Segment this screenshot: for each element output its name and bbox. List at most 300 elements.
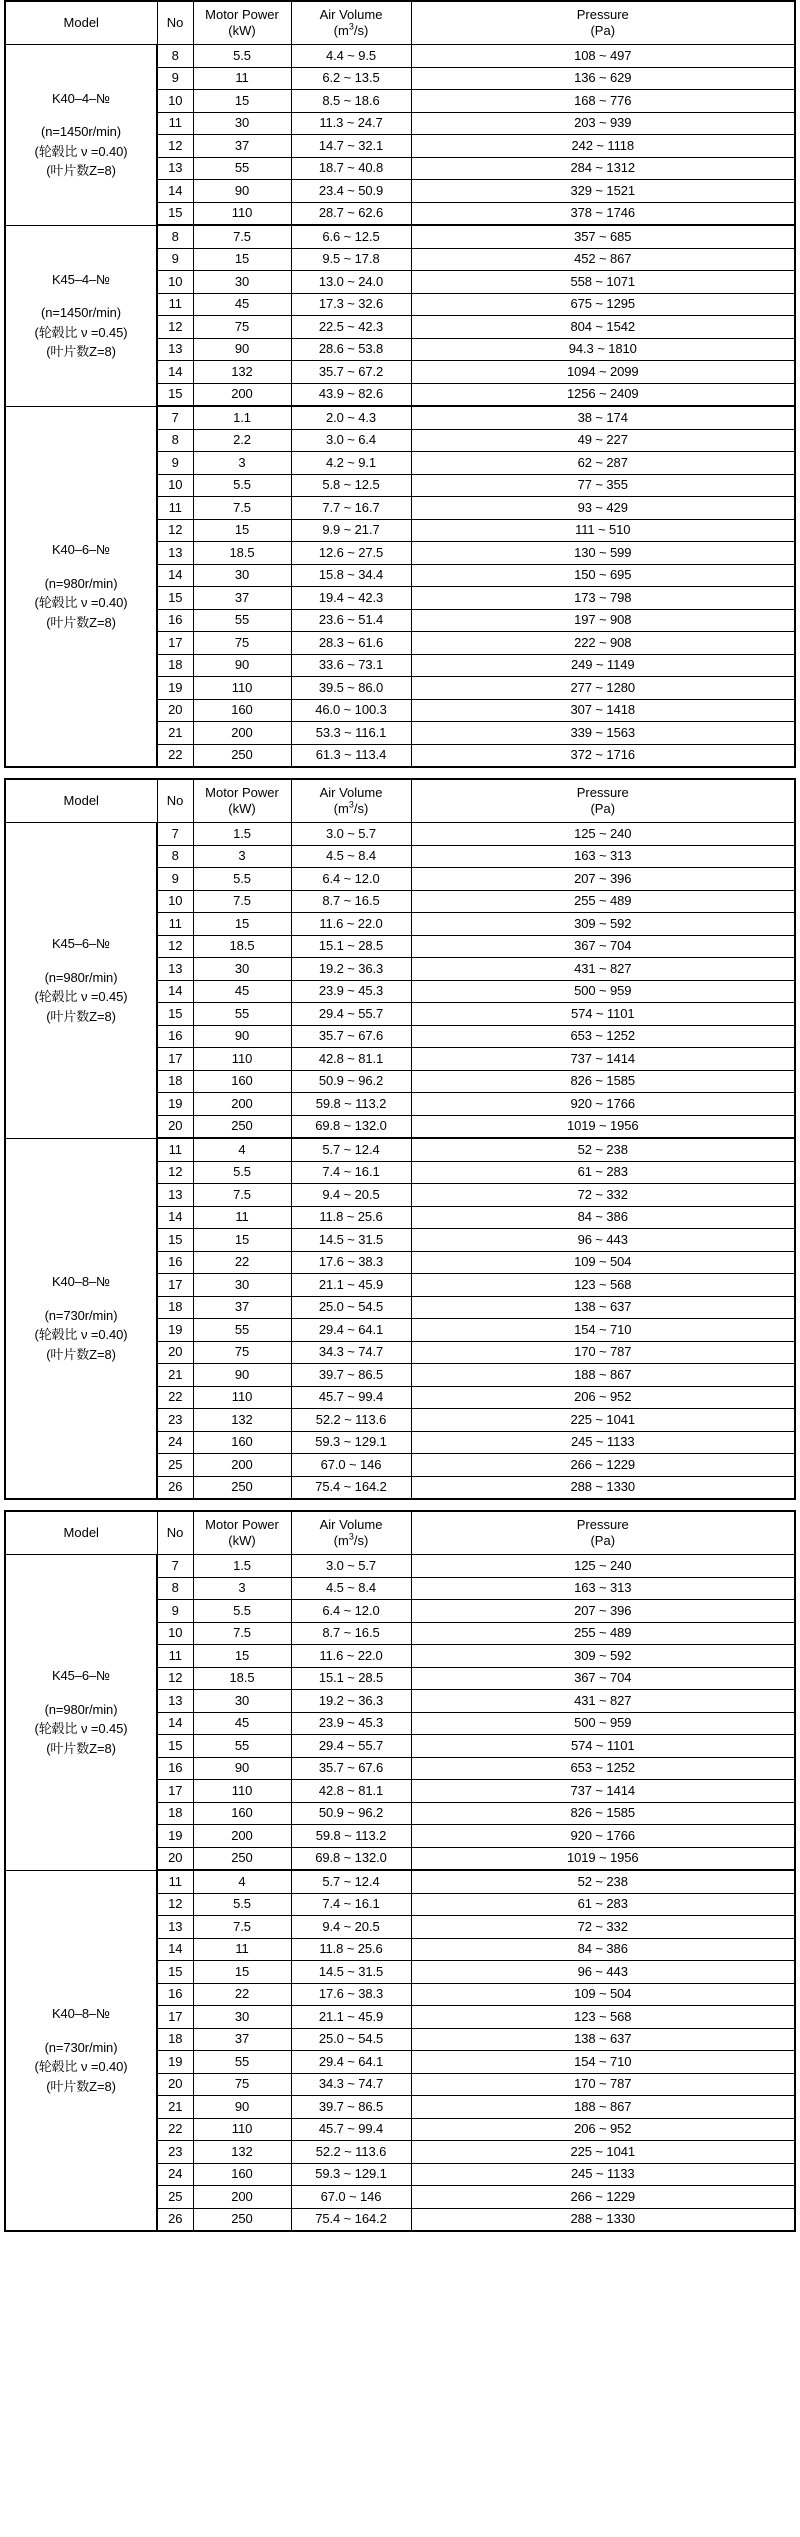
cell-no: 18 [157,1296,193,1319]
cell-motor-power: 4 [193,1870,291,1893]
cell-air-volume: 25.0 ~ 54.5 [291,2028,411,2051]
cell-air-volume: 17.6 ~ 38.3 [291,1983,411,2006]
model-spec-line: (n=1450r/min) [41,305,121,320]
cell-air-volume: 35.7 ~ 67.2 [291,361,411,384]
cell-no: 20 [157,699,193,722]
cell-air-volume: 17.3 ~ 32.6 [291,293,411,316]
cell-air-volume: 23.9 ~ 45.3 [291,1712,411,1735]
model-name: K45–6–№ [51,1668,111,1684]
cell-motor-power: 1.5 [193,823,291,846]
cell-air-volume: 14.5 ~ 31.5 [291,1229,411,1252]
cell-motor-power: 3 [193,845,291,868]
cell-no: 8 [157,429,193,452]
model-spec-line: (n=1450r/min) [41,124,121,140]
column-header-motor-power [193,779,291,823]
cell-motor-power: 5.5 [193,868,291,891]
cell-motor-power: 200 [193,1093,291,1116]
cell-no: 16 [157,1251,193,1274]
air-volume-label: Air Volume [319,785,383,801]
cell-air-volume: 12.6 ~ 27.5 [291,542,411,565]
cell-pressure: 163 ~ 313 [411,1577,795,1600]
cell-air-volume: 4.2 ~ 9.1 [291,452,411,475]
cell-air-volume: 46.0 ~ 100.3 [291,699,411,722]
cell-air-volume: 9.4 ~ 20.5 [291,1916,411,1939]
cell-no: 12 [157,1161,193,1184]
cell-no: 10 [157,890,193,913]
table-header-row [5,779,795,823]
cell-pressure: 574 ~ 1101 [411,1735,795,1758]
cell-pressure: 62 ~ 287 [411,452,795,475]
cell-air-volume: 39.7 ~ 86.5 [291,2096,411,2119]
cell-pressure: 61 ~ 283 [411,1161,795,1184]
cell-air-volume: 15.1 ~ 28.5 [291,1667,411,1690]
cell-no: 13 [157,958,193,981]
cell-no: 25 [157,1454,193,1477]
cell-no: 15 [157,1961,193,1984]
cell-motor-power: 22 [193,1251,291,1274]
cell-no: 13 [157,338,193,361]
cell-no: 8 [157,45,193,68]
cell-air-volume: 8.7 ~ 16.5 [291,890,411,913]
cell-pressure: 266 ~ 1229 [411,2186,795,2209]
model-name: K40–4–№ [51,90,111,106]
cell-no: 13 [157,1690,193,1713]
cell-pressure: 329 ~ 1521 [411,180,795,203]
cell-air-volume: 19.2 ~ 36.3 [291,958,411,981]
cell-motor-power: 90 [193,1364,291,1387]
cell-motor-power: 15 [193,1645,291,1668]
model-cell [5,823,157,1139]
model-spec-line: (叶片数Z=8) [46,1346,116,1362]
cell-pressure: 1019 ~ 1956 [411,1115,795,1138]
cell-motor-power: 160 [193,2163,291,2186]
model-spec-line: (n=730r/min) [44,1307,118,1323]
cell-pressure: 96 ~ 443 [411,1229,795,1252]
cell-no: 8 [157,1577,193,1600]
cell-pressure: 245 ~ 1133 [411,2163,795,2186]
cell-pressure: 225 ~ 1041 [411,1409,795,1432]
cell-no: 7 [157,1555,193,1578]
cell-pressure: 804 ~ 1542 [411,316,795,339]
model-spec-line: (轮毂比 ν =0.40) [34,1327,128,1343]
cell-no: 10 [157,474,193,497]
cell-air-volume: 59.8 ~ 113.2 [291,1093,411,1116]
cell-motor-power: 45 [193,1712,291,1735]
model-cell [5,225,157,406]
cell-no: 17 [157,1274,193,1297]
cell-motor-power: 15 [193,1229,291,1252]
model-cell [5,1870,157,2231]
model-cell [5,1555,157,1871]
cell-air-volume: 5.8 ~ 12.5 [291,474,411,497]
cell-motor-power: 37 [193,587,291,610]
cell-air-volume: 23.6 ~ 51.4 [291,609,411,632]
table-row [5,1555,795,1578]
cell-no: 15 [157,1003,193,1026]
cell-pressure: 111 ~ 510 [411,519,795,542]
cell-motor-power: 5.5 [193,1161,291,1184]
cell-pressure: 109 ~ 504 [411,1251,795,1274]
cell-air-volume: 14.5 ~ 31.5 [291,1961,411,1984]
table-header-row [5,1511,795,1555]
cell-air-volume: 33.6 ~ 73.1 [291,654,411,677]
cell-pressure: 93 ~ 429 [411,497,795,520]
air-volume-unit: $(m^3/s)$ [333,1531,369,1548]
cell-air-volume: 34.3 ~ 74.7 [291,1341,411,1364]
cell-motor-power: 37 [193,1296,291,1319]
cell-no: 15 [157,587,193,610]
cell-air-volume: 28.6 ~ 53.8 [291,338,411,361]
cell-no: 9 [157,452,193,475]
cell-pressure: 737 ~ 1414 [411,1780,795,1803]
cell-motor-power: 30 [193,2006,291,2029]
cell-pressure: 77 ~ 355 [411,474,795,497]
cell-air-volume: 9.5 ~ 17.8 [291,248,411,271]
pressure-unit: (Pa) [590,23,616,38]
cell-air-volume: 42.8 ~ 81.1 [291,1048,411,1071]
cell-no: 24 [157,2163,193,2186]
cell-air-volume: 11.8 ~ 25.6 [291,1206,411,1229]
cell-motor-power: 90 [193,180,291,203]
cell-no: 25 [157,2186,193,2209]
column-header-no: No [157,1,193,45]
cell-no: 13 [157,1184,193,1207]
model-spec-line: (叶片数Z=8) [46,614,116,630]
cell-no: 11 [157,293,193,316]
model-name: K40–8–№ [51,2006,111,2022]
pressure-label: Pressure [576,785,629,801]
cell-motor-power: 110 [193,202,291,225]
cell-no: 19 [157,1093,193,1116]
model-name: K40–8–№ [51,1274,111,1290]
cell-no: 11 [157,112,193,135]
cell-motor-power: 132 [193,1409,291,1432]
cell-air-volume: 35.7 ~ 67.6 [291,1025,411,1048]
cell-air-volume: 3.0 ~ 5.7 [291,1555,411,1578]
cell-pressure: 203 ~ 939 [411,112,795,135]
cell-motor-power: 18.5 [193,935,291,958]
motor-power-label: Motor Power [205,1517,279,1533]
cell-motor-power: 11 [193,67,291,90]
cell-pressure: 357 ~ 685 [411,225,795,248]
column-header-model: Model [5,1511,157,1555]
cell-air-volume: 29.4 ~ 64.1 [291,2051,411,2074]
cell-pressure: 367 ~ 704 [411,1667,795,1690]
cell-air-volume: 52.2 ~ 113.6 [291,1409,411,1432]
cell-no: 14 [157,361,193,384]
column-header-model: Model [5,779,157,823]
cell-motor-power: 55 [193,1735,291,1758]
cell-motor-power: 110 [193,2118,291,2141]
cell-motor-power: 30 [193,112,291,135]
cell-motor-power: 15 [193,248,291,271]
cell-air-volume: 28.3 ~ 61.6 [291,632,411,655]
cell-pressure: 277 ~ 1280 [411,677,795,700]
cell-no: 14 [157,980,193,1003]
model-spec-line: (n=730r/min) [44,2039,118,2055]
cell-pressure: 109 ~ 504 [411,1983,795,2006]
cell-no: 9 [157,868,193,891]
cell-motor-power: 5.5 [193,1893,291,1916]
cell-no: 13 [157,1916,193,1939]
cell-motor-power: 110 [193,1386,291,1409]
cell-pressure: 1019 ~ 1956 [411,1847,795,1870]
cell-air-volume: 7.7 ~ 16.7 [291,497,411,520]
cell-air-volume: 5.7 ~ 12.4 [291,1138,411,1161]
cell-pressure: 123 ~ 568 [411,1274,795,1297]
cell-pressure: 1256 ~ 2409 [411,383,795,406]
cell-air-volume: 4.4 ~ 9.5 [291,45,411,68]
cell-air-volume: 39.5 ~ 86.0 [291,677,411,700]
cell-no: 18 [157,1802,193,1825]
cell-air-volume: 7.4 ~ 16.1 [291,1893,411,1916]
cell-no: 8 [157,845,193,868]
cell-motor-power: 3 [193,452,291,475]
spec-table [4,0,796,768]
cell-pressure: 288 ~ 1330 [411,2208,795,2231]
air-volume-exponent: 3 [348,799,354,810]
cell-air-volume: 4.5 ~ 8.4 [291,1577,411,1600]
cell-pressure: 242 ~ 1118 [411,135,795,158]
cell-no: 21 [157,2096,193,2119]
cell-pressure: 1094 ~ 2099 [411,361,795,384]
column-header-pressure [411,779,795,823]
cell-motor-power: 22 [193,1983,291,2006]
cell-pressure: 653 ~ 1252 [411,1757,795,1780]
pressure-label: Pressure [576,7,629,23]
cell-air-volume: 15.1 ~ 28.5 [291,935,411,958]
cell-air-volume: 9.9 ~ 21.7 [291,519,411,542]
cell-no: 19 [157,1319,193,1342]
cell-no: 12 [157,316,193,339]
cell-motor-power: 15 [193,913,291,936]
pressure-unit: (Pa) [590,801,616,816]
cell-no: 20 [157,2073,193,2096]
cell-pressure: 574 ~ 1101 [411,1003,795,1026]
cell-motor-power: 75 [193,316,291,339]
cell-motor-power: 200 [193,1825,291,1848]
cell-no: 15 [157,202,193,225]
cell-motor-power: 90 [193,1757,291,1780]
cell-motor-power: 30 [193,1690,291,1713]
cell-air-volume: 6.4 ~ 12.0 [291,1600,411,1623]
pressure-label: Pressure [576,1517,629,1533]
cell-no: 7 [157,406,193,429]
cell-no: 16 [157,609,193,632]
cell-no: 18 [157,1070,193,1093]
cell-pressure: 84 ~ 386 [411,1206,795,1229]
cell-pressure: 197 ~ 908 [411,609,795,632]
cell-pressure: 500 ~ 959 [411,1712,795,1735]
cell-motor-power: 7.5 [193,497,291,520]
cell-no: 22 [157,1386,193,1409]
cell-pressure: 206 ~ 952 [411,1386,795,1409]
cell-motor-power: 110 [193,1780,291,1803]
cell-pressure: 52 ~ 238 [411,1138,795,1161]
cell-no: 23 [157,2141,193,2164]
cell-motor-power: 3 [193,1577,291,1600]
cell-motor-power: 200 [193,383,291,406]
motor-power-label: Motor Power [205,7,279,23]
cell-air-volume: 6.2 ~ 13.5 [291,67,411,90]
cell-pressure: 170 ~ 787 [411,1341,795,1364]
model-cell [5,1138,157,1499]
cell-air-volume: 6.4 ~ 12.0 [291,868,411,891]
model-spec-line: (轮毂比 ν =0.40) [34,2059,128,2075]
cell-motor-power: 55 [193,609,291,632]
cell-motor-power: 132 [193,361,291,384]
cell-no: 11 [157,1138,193,1161]
air-volume-exponent: 3 [348,21,354,32]
cell-motor-power: 250 [193,1115,291,1138]
table-row [5,1870,795,1893]
model-spec-line: (叶片数Z=8) [46,2078,116,2094]
cell-pressure: 49 ~ 227 [411,429,795,452]
cell-motor-power: 250 [193,1476,291,1499]
cell-motor-power: 90 [193,2096,291,2119]
cell-no: 11 [157,1645,193,1668]
cell-motor-power: 37 [193,2028,291,2051]
model-name: K40–6–№ [51,542,111,558]
cell-pressure: 84 ~ 386 [411,1938,795,1961]
cell-motor-power: 30 [193,271,291,294]
column-header-air-volume [291,779,411,823]
cell-no: 20 [157,1115,193,1138]
cell-motor-power: 160 [193,1802,291,1825]
cell-no: 9 [157,1600,193,1623]
cell-pressure: 500 ~ 959 [411,980,795,1003]
model-name: K45–4–№ [51,271,111,287]
cell-air-volume: 75.4 ~ 164.2 [291,2208,411,2231]
cell-pressure: 108 ~ 497 [411,45,795,68]
cell-air-volume: 45.7 ~ 99.4 [291,2118,411,2141]
cell-no: 15 [157,1735,193,1758]
cell-pressure: 150 ~ 695 [411,564,795,587]
column-header-no: No [157,1511,193,1555]
cell-motor-power: 90 [193,338,291,361]
cell-pressure: 222 ~ 908 [411,632,795,655]
cell-no: 22 [157,2118,193,2141]
cell-air-volume: 50.9 ~ 96.2 [291,1070,411,1093]
model-spec-line: (轮毂比 ν =0.45) [34,1721,128,1737]
cell-motor-power: 45 [193,980,291,1003]
cell-no: 10 [157,271,193,294]
model-spec-line: (叶片数Z=8) [46,163,116,179]
table-row [5,823,795,846]
cell-air-volume: 15.8 ~ 34.4 [291,564,411,587]
cell-no: 17 [157,632,193,655]
cell-air-volume: 23.4 ~ 50.9 [291,180,411,203]
cell-motor-power: 30 [193,958,291,981]
cell-air-volume: 19.4 ~ 42.3 [291,587,411,610]
cell-pressure: 309 ~ 592 [411,913,795,936]
cell-motor-power: 55 [193,2051,291,2074]
cell-no: 14 [157,1712,193,1735]
cell-air-volume: 22.5 ~ 42.3 [291,316,411,339]
cell-motor-power: 160 [193,1070,291,1093]
cell-motor-power: 75 [193,2073,291,2096]
cell-pressure: 163 ~ 313 [411,845,795,868]
cell-no: 11 [157,913,193,936]
model-spec-line: (轮毂比 ν =0.45) [34,989,128,1005]
cell-air-volume: 67.0 ~ 146 [291,2186,411,2209]
cell-pressure: 72 ~ 332 [411,1184,795,1207]
cell-motor-power: 1.5 [193,1555,291,1578]
cell-motor-power: 55 [193,1319,291,1342]
cell-no: 14 [157,1938,193,1961]
model-cell [5,45,157,226]
cell-no: 22 [157,744,193,767]
cell-air-volume: 28.7 ~ 62.6 [291,202,411,225]
cell-motor-power: 5.5 [193,45,291,68]
cell-pressure: 826 ~ 1585 [411,1802,795,1825]
cell-pressure: 188 ~ 867 [411,1364,795,1387]
column-header-pressure [411,1,795,45]
cell-motor-power: 18.5 [193,542,291,565]
cell-air-volume: 34.3 ~ 74.7 [291,2073,411,2096]
cell-no: 9 [157,248,193,271]
cell-pressure: 170 ~ 787 [411,2073,795,2096]
cell-no: 15 [157,1229,193,1252]
cell-pressure: 266 ~ 1229 [411,1454,795,1477]
cell-no: 26 [157,1476,193,1499]
cell-motor-power: 30 [193,564,291,587]
cell-no: 13 [157,542,193,565]
cell-motor-power: 75 [193,1341,291,1364]
cell-air-volume: 52.2 ~ 113.6 [291,2141,411,2164]
cell-air-volume: 53.3 ~ 116.1 [291,722,411,745]
cell-no: 16 [157,1983,193,2006]
cell-pressure: 452 ~ 867 [411,248,795,271]
air-volume-unit: $(m^3/s)$ [333,799,369,816]
model-spec-line: (n=980r/min) [44,575,118,591]
column-header-model: Model [5,1,157,45]
cell-motor-power: 200 [193,722,291,745]
cell-motor-power: 200 [193,1454,291,1477]
cell-air-volume: 21.1 ~ 45.9 [291,2006,411,2029]
motor-power-unit: (kW) [228,23,256,38]
cell-motor-power: 7.5 [193,890,291,913]
table-row [5,406,795,429]
cell-motor-power: 18.5 [193,1667,291,1690]
cell-pressure: 737 ~ 1414 [411,1048,795,1071]
cell-motor-power: 7.5 [193,1622,291,1645]
cell-pressure: 558 ~ 1071 [411,271,795,294]
cell-no: 9 [157,67,193,90]
cell-air-volume: 61.3 ~ 113.4 [291,744,411,767]
cell-motor-power: 5.5 [193,1600,291,1623]
air-volume-label: Air Volume [319,7,383,23]
cell-air-volume: 14.7 ~ 32.1 [291,135,411,158]
table-row [5,1138,795,1161]
air-volume-label: Air Volume [319,1517,383,1533]
cell-pressure: 288 ~ 1330 [411,1476,795,1499]
model-spec-line: (轮毂比 ν =0.40) [34,595,128,611]
table-row [5,45,795,68]
cell-pressure: 96 ~ 443 [411,1961,795,1984]
cell-air-volume: 3.0 ~ 6.4 [291,429,411,452]
model-spec-line: (轮毂比 ν =0.45) [34,324,128,340]
cell-pressure: 138 ~ 637 [411,1296,795,1319]
cell-air-volume: 69.8 ~ 132.0 [291,1847,411,1870]
cell-motor-power: 132 [193,2141,291,2164]
cell-no: 17 [157,2006,193,2029]
cell-no: 14 [157,564,193,587]
column-header-motor-power [193,1511,291,1555]
cell-air-volume: 11.6 ~ 22.0 [291,1645,411,1668]
cell-air-volume: 8.5 ~ 18.6 [291,90,411,113]
cell-no: 10 [157,90,193,113]
